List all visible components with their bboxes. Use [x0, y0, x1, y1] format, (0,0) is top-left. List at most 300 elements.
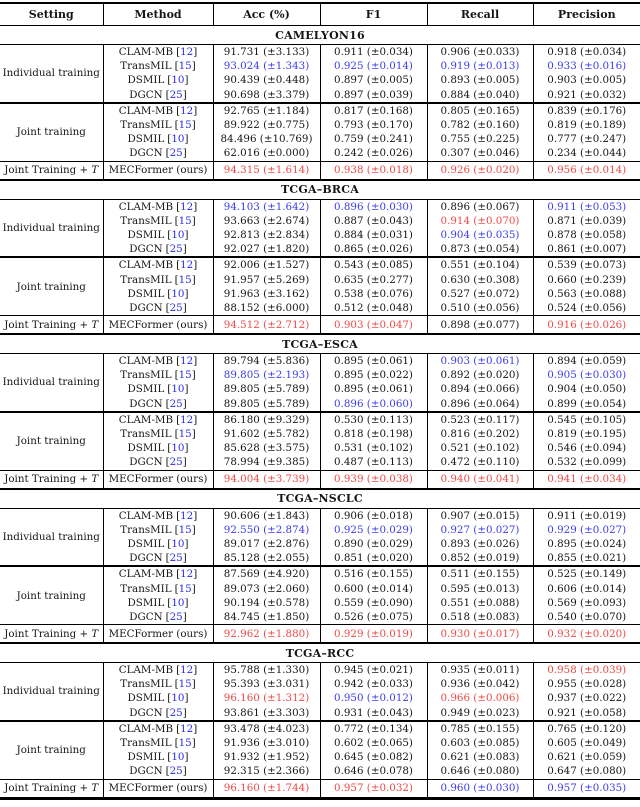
script-t-symbol: T	[91, 782, 99, 794]
citation-number[interactable]: 12	[180, 664, 194, 677]
metric-f1-cell: 0.559 (±0.090)	[320, 596, 427, 610]
method-name: DSMIL	[127, 133, 165, 146]
citation-open-bracket: [	[176, 568, 181, 581]
method-cell	[103, 301, 213, 316]
citation-link[interactable]	[166, 89, 187, 101]
method-name: DGCN	[129, 610, 163, 623]
metric-acc-cell: 88.152 (±6.000)	[213, 301, 320, 316]
citation-close-bracket: ]	[182, 610, 187, 623]
setting-label-joint-training-t	[0, 316, 103, 335]
citation-link[interactable]	[166, 302, 187, 314]
citation-number[interactable]: 10	[171, 751, 185, 764]
method-cell	[103, 596, 213, 610]
metric-f1-cell: 0.925 (±0.014)	[320, 59, 427, 73]
metric-acc-cell: 91.731 (±3.133)	[213, 45, 320, 60]
metric-acc-cell: 95.393 (±3.031)	[213, 677, 320, 691]
method-name: TransMIL	[120, 428, 172, 441]
metric-precision-cell: 0.937 (±0.022)	[547, 692, 627, 705]
metric-recall-cell: 0.755 (±0.225)	[427, 132, 533, 146]
metric-acc-cell: 91.963 (±3.162)	[213, 287, 320, 301]
method-cell	[103, 721, 213, 736]
citation-number[interactable]: 25	[169, 706, 183, 719]
metric-acc-cell: 89.794 (±5.836)	[213, 354, 320, 369]
citation-link[interactable]	[175, 678, 196, 690]
setting-label-individual-training: Individual training	[0, 199, 103, 257]
metric-precision-cell: 0.539 (±0.073)	[547, 259, 627, 272]
metric-recall-cell: 0.521 (±0.102)	[427, 441, 533, 455]
metric-acc-cell: 92.550 (±2.874)	[213, 523, 320, 537]
metric-recall-cell: 0.903 (±0.061)	[427, 354, 533, 369]
metric-precision-cell: 0.955 (±0.028)	[547, 678, 627, 691]
method-cell	[103, 382, 213, 396]
method-row	[0, 257, 640, 272]
citation-open-bracket: [	[165, 610, 170, 623]
citation-link[interactable]	[167, 133, 188, 145]
citation-number[interactable]: 12	[180, 200, 194, 213]
method-name: DGCN	[129, 88, 163, 101]
metric-f1-cell: 0.772 (±0.134)	[320, 721, 427, 736]
citation-number[interactable]: 15	[178, 523, 192, 536]
metric-recall-cell: 0.646 (±0.080)	[427, 764, 533, 779]
ours-method-cell: MECFormer (ours)	[103, 779, 213, 798]
metric-acc-cell: 91.957 (±5.269)	[213, 272, 320, 286]
citation-number[interactable]: 12	[180, 413, 194, 426]
citation-close-bracket: ]	[184, 692, 189, 705]
metric-recall-cell: 0.966 (±0.006)	[427, 691, 533, 705]
metric-f1-cell: 0.887 (±0.043)	[320, 214, 427, 228]
method-name: TransMIL	[120, 523, 172, 536]
metric-precision-cell: 0.921 (±0.032)	[547, 88, 627, 101]
metric-precision-cell: 0.911 (±0.019)	[547, 509, 627, 522]
method-cell	[103, 412, 213, 427]
method-name: CLAM-MB	[118, 104, 174, 117]
citation-number[interactable]: 10	[171, 287, 185, 300]
metric-acc-cell: 91.932 (±1.952)	[213, 750, 320, 764]
setting-label-joint-training-t	[0, 161, 103, 180]
method-name: DGCN	[129, 397, 163, 410]
dataset-title-row	[0, 26, 640, 45]
citation-link[interactable]	[176, 414, 197, 426]
metric-recall-cell: 0.805 (±0.165)	[427, 103, 533, 118]
metric-acc-cell: 85.128 (±2.055)	[213, 551, 320, 566]
metric-f1-cell: 0.929 (±0.019)	[320, 625, 427, 644]
method-name: DSMIL	[127, 383, 165, 396]
setting-label-joint-training-t	[0, 625, 103, 644]
method-row	[0, 721, 640, 736]
citation-link[interactable]	[167, 288, 188, 300]
citation-link[interactable]	[176, 723, 197, 735]
method-cell	[103, 45, 213, 60]
citation-number[interactable]: 25	[169, 610, 183, 623]
citation-link[interactable]	[166, 456, 187, 468]
citation-open-bracket: [	[176, 664, 181, 677]
citation-number[interactable]: 12	[180, 722, 194, 735]
metric-acc-cell: 96.160 (±1.312)	[213, 691, 320, 705]
metric-recall-cell: 0.935 (±0.011)	[427, 663, 533, 678]
metric-recall-cell: 0.892 (±0.020)	[427, 368, 533, 382]
setting-label-individual-training: Individual training	[0, 45, 103, 103]
citation-open-bracket: [	[174, 214, 179, 227]
citation-open-bracket: [	[165, 456, 170, 469]
citation-close-bracket: ]	[193, 104, 198, 117]
method-cell	[103, 228, 213, 242]
metric-precision-cell: 0.957 (±0.035)	[547, 782, 627, 794]
citation-number[interactable]: 10	[171, 133, 185, 146]
citation-link[interactable]	[166, 398, 187, 410]
citation-link[interactable]	[175, 583, 196, 595]
metric-recall-cell: 0.940 (±0.041)	[427, 470, 533, 489]
metric-precision-cell: 0.525 (±0.149)	[547, 568, 627, 581]
citation-open-bracket: [	[176, 200, 181, 213]
script-t-symbol: T	[91, 318, 99, 331]
method-cell	[103, 523, 213, 537]
method-name: DSMIL	[127, 596, 165, 609]
method-name: TransMIL	[120, 273, 172, 286]
method-name: DGCN	[129, 147, 163, 160]
citation-link[interactable]	[175, 428, 196, 440]
citation-link[interactable]	[176, 46, 197, 58]
citation-link[interactable]	[166, 147, 187, 159]
citation-link[interactable]	[176, 259, 197, 271]
ours-row	[0, 625, 640, 644]
citation-link[interactable]	[176, 355, 197, 367]
citation-link[interactable]	[175, 215, 196, 227]
method-cell	[103, 242, 213, 257]
metric-f1-cell: 0.531 (±0.102)	[320, 441, 427, 455]
citation-open-bracket: [	[167, 596, 172, 609]
dataset-title-row	[0, 643, 640, 663]
metric-recall-cell: 0.551 (±0.088)	[427, 596, 533, 610]
citation-open-bracket: [	[167, 442, 172, 455]
citation-link[interactable]	[167, 229, 188, 241]
metric-recall-cell: 0.472 (±0.110)	[427, 455, 533, 470]
citation-number[interactable]: 15	[178, 428, 192, 441]
citation-link[interactable]	[167, 74, 188, 86]
method-name: TransMIL	[120, 119, 172, 132]
citation-number[interactable]: 10	[171, 228, 185, 241]
citation-open-bracket: [	[165, 397, 170, 410]
citation-link[interactable]	[166, 765, 187, 777]
citation-close-bracket: ]	[182, 456, 187, 469]
citation-number[interactable]: 25	[169, 397, 183, 410]
citation-number[interactable]: 12	[180, 46, 194, 59]
setting-label-joint-training: Joint training	[0, 412, 103, 470]
metric-f1-cell: 0.957 (±0.032)	[320, 779, 427, 798]
metric-precision-cell: 0.895 (±0.024)	[547, 537, 627, 550]
metric-recall-cell: 0.518 (±0.083)	[427, 610, 533, 625]
metric-precision-cell: 0.929 (±0.027)	[547, 523, 627, 536]
citation-number[interactable]: 10	[171, 442, 185, 455]
citation-close-bracket: ]	[191, 523, 196, 536]
method-name: CLAM-MB	[118, 568, 174, 581]
citation-open-bracket: [	[174, 369, 179, 382]
setting-label-individual-training: Individual training	[0, 354, 103, 412]
method-name: CLAM-MB	[118, 722, 174, 735]
citation-number[interactable]: 15	[178, 369, 192, 382]
citation-open-bracket: [	[167, 537, 172, 550]
metric-acc-cell: 78.994 (±9.385)	[213, 455, 320, 470]
citation-open-bracket: [	[167, 751, 172, 764]
citation-close-bracket: ]	[191, 678, 196, 691]
citation-link[interactable]	[176, 201, 197, 213]
metric-precision-cell: 0.904 (±0.050)	[547, 383, 627, 396]
method-cell	[103, 736, 213, 750]
metric-recall-cell: 0.630 (±0.308)	[427, 272, 533, 286]
method-cell	[103, 764, 213, 779]
method-row	[0, 354, 640, 369]
citation-number[interactable]: 10	[171, 537, 185, 550]
metric-acc-cell: 93.478 (±4.023)	[213, 721, 320, 736]
metric-acc-cell: 94.512 (±2.712)	[213, 316, 320, 335]
metric-f1-cell: 0.538 (±0.076)	[320, 287, 427, 301]
citation-close-bracket: ]	[191, 119, 196, 132]
citation-link[interactable]	[175, 60, 196, 72]
metric-recall-cell: 0.904 (±0.035)	[427, 228, 533, 242]
metric-recall-cell: 0.907 (±0.015)	[427, 508, 533, 523]
citation-number[interactable]: 15	[178, 60, 192, 73]
citation-link[interactable]	[167, 692, 188, 704]
citation-number[interactable]: 10	[171, 596, 185, 609]
citation-number[interactable]: 25	[169, 243, 183, 256]
method-name: CLAM-MB	[118, 46, 174, 59]
citation-close-bracket: ]	[193, 664, 198, 677]
metric-f1-cell: 0.945 (±0.021)	[320, 663, 427, 678]
method-cell	[103, 88, 213, 103]
ours-row	[0, 470, 640, 489]
metric-recall-cell: 0.936 (±0.042)	[427, 677, 533, 691]
metric-acc-cell: 84.745 (±1.850)	[213, 610, 320, 625]
method-name: DSMIL	[127, 537, 165, 550]
metric-precision-cell: 0.605 (±0.049)	[547, 737, 627, 750]
citation-open-bracket: [	[167, 133, 172, 146]
citation-close-bracket: ]	[193, 259, 198, 272]
joint-training-t-prefix: Joint Training +	[4, 627, 92, 640]
method-cell	[103, 551, 213, 566]
metric-acc-cell: 89.805 (±5.789)	[213, 397, 320, 412]
citation-number[interactable]: 10	[171, 74, 185, 87]
ours-method-cell: MECFormer (ours)	[103, 161, 213, 180]
citation-close-bracket: ]	[184, 287, 189, 300]
script-t-symbol: T	[91, 164, 99, 176]
citation-number[interactable]: 25	[169, 147, 183, 160]
method-cell	[103, 368, 213, 382]
citation-link[interactable]	[167, 751, 188, 763]
metric-recall-cell: 0.523 (±0.117)	[427, 412, 533, 427]
citation-close-bracket: ]	[193, 568, 198, 581]
citation-number[interactable]: 10	[171, 692, 185, 705]
citation-open-bracket: [	[176, 413, 181, 426]
method-cell	[103, 103, 213, 118]
citation-close-bracket: ]	[191, 737, 196, 750]
citation-close-bracket: ]	[184, 383, 189, 396]
citation-open-bracket: [	[165, 301, 170, 314]
joint-training-t-prefix: Joint Training +	[4, 473, 92, 485]
metric-acc-cell: 92.962 (±1.880)	[213, 625, 320, 644]
metric-precision-cell: 0.899 (±0.054)	[547, 397, 627, 410]
citation-number[interactable]: 15	[178, 678, 192, 691]
citation-close-bracket: ]	[182, 88, 187, 101]
metric-acc-cell: 92.006 (±1.527)	[213, 257, 320, 272]
method-name: DSMIL	[127, 287, 165, 300]
citation-close-bracket: ]	[193, 200, 198, 213]
citation-open-bracket: [	[174, 60, 179, 73]
setting-label-joint-training-t	[0, 470, 103, 489]
citation-open-bracket: [	[174, 273, 179, 286]
metric-precision-cell: 0.871 (±0.039)	[547, 214, 627, 227]
citation-open-bracket: [	[165, 765, 170, 778]
method-cell	[103, 397, 213, 412]
metric-f1-cell: 0.759 (±0.241)	[320, 132, 427, 146]
citation-number[interactable]: 12	[180, 509, 194, 522]
citation-link[interactable]	[166, 611, 187, 623]
method-cell	[103, 706, 213, 721]
citation-link[interactable]	[166, 243, 187, 255]
citation-close-bracket: ]	[193, 355, 198, 368]
metric-f1-cell: 0.646 (±0.078)	[320, 764, 427, 779]
joint-training-t-prefix: Joint Training +	[4, 782, 92, 794]
results-table	[0, 2, 640, 800]
metric-acc-cell: 92.027 (±1.820)	[213, 242, 320, 257]
citation-close-bracket: ]	[182, 765, 187, 778]
method-name: DGCN	[129, 765, 163, 778]
metric-precision-cell: 0.524 (±0.056)	[547, 301, 627, 314]
metric-recall-cell: 0.621 (±0.083)	[427, 750, 533, 764]
metric-acc-cell: 86.180 (±9.329)	[213, 412, 320, 427]
method-name: DGCN	[129, 243, 163, 256]
citation-link[interactable]	[175, 369, 196, 381]
metric-precision-cell: 0.819 (±0.195)	[547, 428, 627, 441]
ours-method-cell: MECFormer (ours)	[103, 316, 213, 335]
citation-link[interactable]	[175, 524, 196, 536]
citation-number[interactable]: 12	[180, 259, 194, 272]
method-name: CLAM-MB	[118, 259, 174, 272]
citation-link[interactable]	[167, 442, 188, 454]
citation-number[interactable]: 25	[169, 456, 183, 469]
metric-precision-cell: 0.911 (±0.053)	[547, 200, 627, 213]
citation-number[interactable]: 10	[171, 383, 185, 396]
dataset-title-row	[0, 334, 640, 354]
citation-number[interactable]: 15	[178, 582, 192, 595]
metric-recall-cell: 0.896 (±0.064)	[427, 397, 533, 412]
citation-number[interactable]: 12	[180, 104, 194, 117]
citation-link[interactable]	[176, 105, 197, 117]
metric-precision-cell: 0.956 (±0.014)	[547, 164, 627, 176]
method-cell	[103, 441, 213, 455]
metric-f1-cell: 0.903 (±0.047)	[320, 316, 427, 335]
method-name: DGCN	[129, 552, 163, 565]
ours-method-cell: MECFormer (ours)	[103, 470, 213, 489]
metric-recall-cell: 0.894 (±0.066)	[427, 382, 533, 396]
metric-precision-cell: 0.532 (±0.099)	[547, 456, 627, 469]
citation-number[interactable]: 15	[178, 273, 192, 286]
citation-open-bracket: [	[165, 243, 170, 256]
citation-link[interactable]	[176, 568, 197, 580]
citation-link[interactable]	[175, 119, 196, 131]
citation-close-bracket: ]	[191, 582, 196, 595]
citation-link[interactable]	[175, 274, 196, 286]
method-name: TransMIL	[120, 369, 172, 382]
metric-recall-cell: 0.873 (±0.054)	[427, 242, 533, 257]
method-row	[0, 45, 640, 60]
metric-f1-cell: 0.931 (±0.043)	[320, 706, 427, 721]
method-name: TransMIL	[120, 214, 172, 227]
dataset-title-row	[0, 180, 640, 200]
metric-f1-cell: 0.925 (±0.029)	[320, 523, 427, 537]
script-t-symbol: T	[91, 473, 99, 485]
metric-precision-cell: 0.894 (±0.059)	[547, 355, 627, 368]
citation-open-bracket: [	[174, 119, 179, 132]
metric-acc-cell: 94.004 (±3.739)	[213, 470, 320, 489]
metric-f1-cell: 0.884 (±0.031)	[320, 228, 427, 242]
metric-recall-cell: 0.930 (±0.017)	[427, 625, 533, 644]
metric-f1-cell: 0.530 (±0.113)	[320, 412, 427, 427]
dataset-section-title: CAMELYON16	[275, 28, 365, 42]
citation-number[interactable]: 15	[178, 119, 192, 132]
metric-precision-cell: 0.861 (±0.007)	[547, 243, 627, 256]
metric-acc-cell: 90.698 (±3.379)	[213, 88, 320, 103]
metric-precision-cell: 0.905 (±0.030)	[547, 369, 627, 382]
citation-number[interactable]: 15	[178, 214, 192, 227]
method-row	[0, 103, 640, 118]
citation-link[interactable]	[167, 383, 188, 395]
ours-row	[0, 161, 640, 180]
citation-number[interactable]: 12	[180, 568, 194, 581]
citation-close-bracket: ]	[191, 60, 196, 73]
metric-f1-cell: 0.600 (±0.014)	[320, 581, 427, 595]
citation-number[interactable]: 25	[169, 88, 183, 101]
citation-number[interactable]: 25	[169, 765, 183, 778]
metric-precision-cell: 0.765 (±0.120)	[547, 722, 627, 735]
method-cell	[103, 427, 213, 441]
metric-f1-cell: 0.895 (±0.022)	[320, 368, 427, 382]
setting-label-joint-training: Joint training	[0, 721, 103, 779]
method-name: DSMIL	[127, 751, 165, 764]
method-cell	[103, 691, 213, 705]
metric-recall-cell: 0.949 (±0.023)	[427, 706, 533, 721]
citation-link[interactable]	[176, 510, 197, 522]
citation-number[interactable]: 15	[178, 737, 192, 750]
citation-open-bracket: [	[176, 46, 181, 59]
citation-number[interactable]: 25	[169, 301, 183, 314]
metric-precision-cell: 0.621 (±0.059)	[547, 751, 627, 764]
method-cell	[103, 663, 213, 678]
metric-acc-cell: 94.315 (±1.614)	[213, 161, 320, 180]
metric-precision-cell: 0.563 (±0.088)	[547, 287, 627, 300]
citation-link[interactable]	[175, 737, 196, 749]
citation-close-bracket: ]	[193, 509, 198, 522]
method-cell	[103, 73, 213, 87]
citation-link[interactable]	[166, 552, 187, 564]
citation-open-bracket: [	[176, 355, 181, 368]
metric-acc-cell: 84.496 (±10.769)	[213, 132, 320, 146]
metric-f1-cell: 0.487 (±0.113)	[320, 455, 427, 470]
metric-f1-cell: 0.851 (±0.020)	[320, 551, 427, 566]
joint-training-t-prefix: Joint Training +	[4, 318, 92, 331]
citation-link[interactable]	[167, 538, 188, 550]
metric-recall-cell: 0.595 (±0.013)	[427, 581, 533, 595]
citation-open-bracket: [	[174, 737, 179, 750]
method-name: TransMIL	[120, 737, 172, 750]
citation-number[interactable]: 25	[169, 552, 183, 565]
metric-precision-cell: 0.958 (±0.039)	[547, 664, 627, 677]
citation-link[interactable]	[176, 664, 197, 676]
method-name: CLAM-MB	[118, 509, 174, 522]
citation-number[interactable]: 12	[180, 355, 194, 368]
citation-link[interactable]	[166, 707, 187, 719]
citation-close-bracket: ]	[184, 537, 189, 550]
citation-link[interactable]	[167, 597, 188, 609]
citation-open-bracket: [	[174, 428, 179, 441]
